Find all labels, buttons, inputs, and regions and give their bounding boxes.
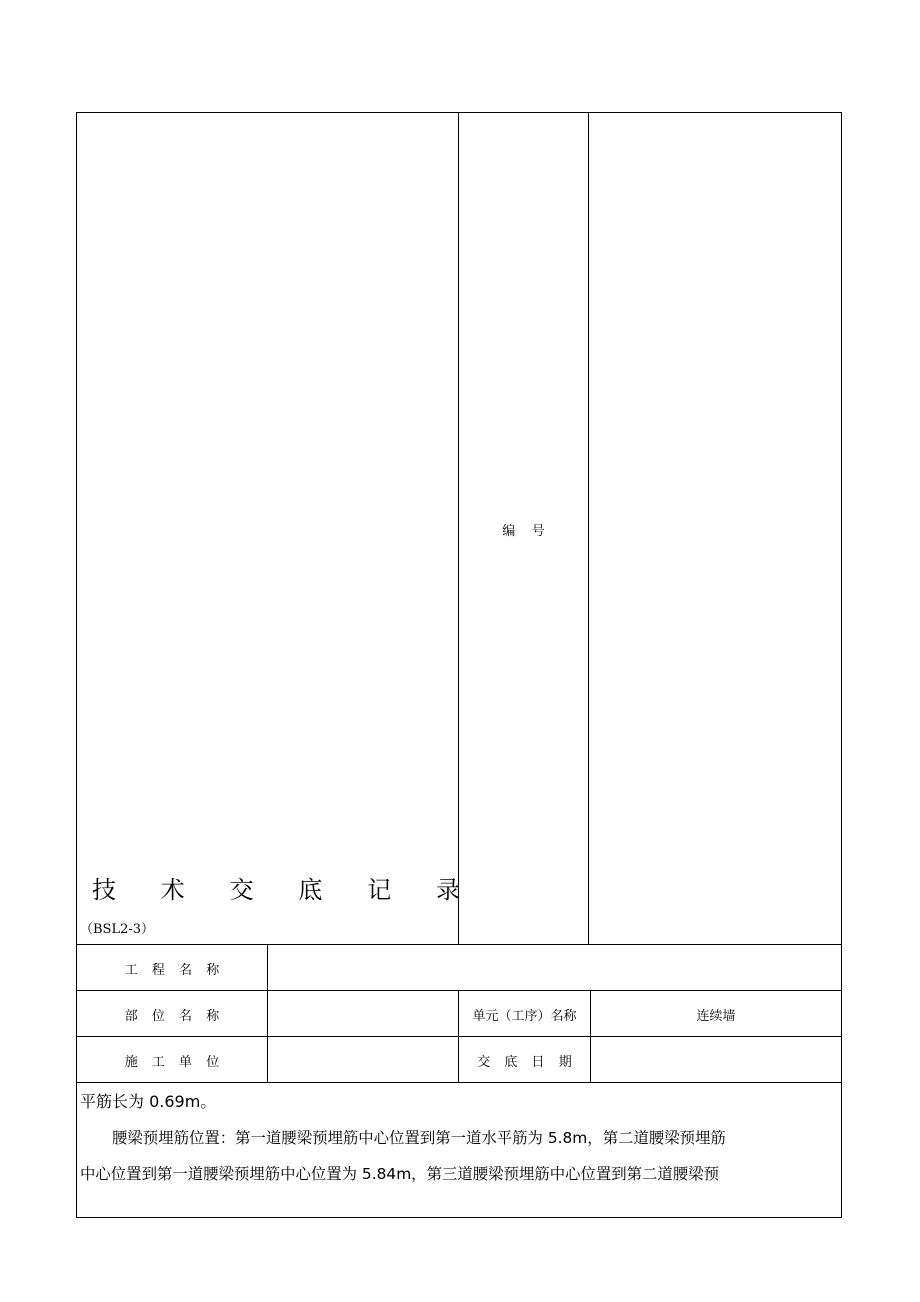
form-code: （BSL2-3） <box>80 922 155 937</box>
date-label: 交 底 日 期 <box>477 1055 572 1070</box>
content-line-1: 平筋长为 0.69m。 <box>80 1092 217 1111</box>
content-line-3: 中心位置到第一道腰梁预埋筋中心位置为 5.84m，第三道腰梁预埋筋中心位置到第二道腰梁预 <box>80 1165 719 1183</box>
page-title <box>80 870 460 904</box>
content-line-2: 腰梁预埋筋位置：第一道腰梁预埋筋中心位置到第一道水平筋为 5.8m，第二道腰梁预埋筋 <box>112 1129 726 1147</box>
title-char: 录 <box>435 876 460 904</box>
number-label: 编 号 <box>502 524 545 539</box>
row-divider-2 <box>76 990 842 991</box>
part-name-label: 部 位 名 称 <box>124 1009 220 1024</box>
mid-column-divider-right <box>590 990 591 1082</box>
row-divider-3 <box>76 1036 842 1037</box>
unit-process-value[interactable]: 连续墙 <box>696 1009 736 1024</box>
title-char: 记 <box>367 876 392 904</box>
unit-process-label: 单元（工序）名称 <box>472 1009 577 1024</box>
contractor-label: 施 工 单 位 <box>124 1055 220 1070</box>
project-name-label: 工 程 名 称 <box>124 963 220 978</box>
title-char: 交 <box>229 876 254 904</box>
row-divider-1 <box>76 944 842 945</box>
title-char: 底 <box>298 876 323 904</box>
label-column-divider <box>267 944 268 1082</box>
title-char: 术 <box>160 876 185 904</box>
row-divider-4 <box>76 1082 842 1083</box>
title-char: 技 <box>92 876 116 904</box>
header-divider-right <box>588 112 589 944</box>
